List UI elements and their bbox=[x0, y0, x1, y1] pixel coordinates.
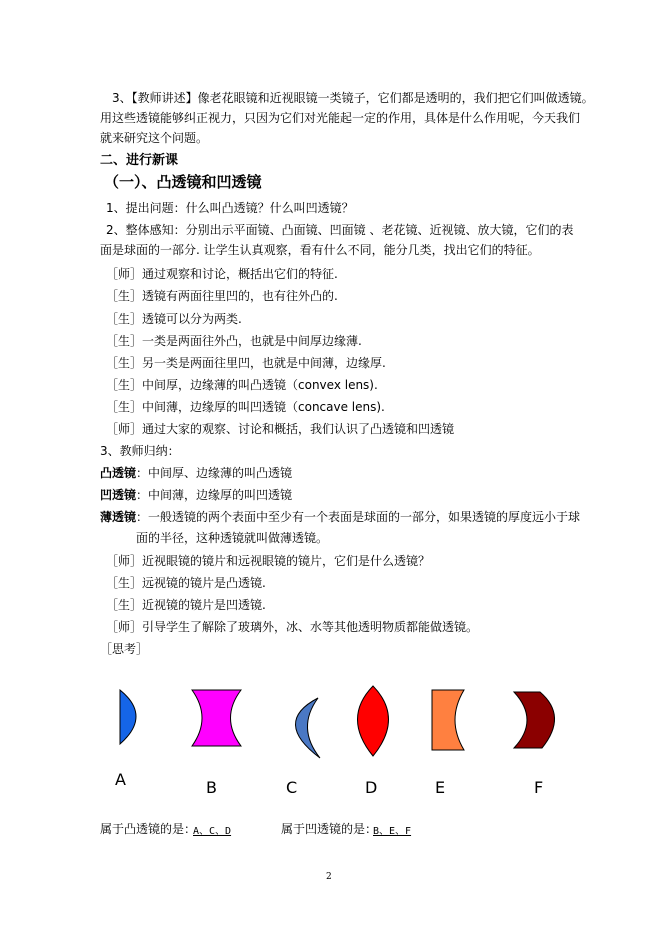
dialog-line: ［师］通过大家的观察、讨论和概括，我们认识了凸透镜和凹透镜 bbox=[106, 422, 455, 436]
concave-answer: B、E、F bbox=[373, 826, 412, 837]
question-2-cont: 面是球面的一部分. 让学生认真观察，看有什么不同，能分几类，找出它们的特征。 bbox=[100, 243, 540, 257]
question-2: 2、整体感知：分别出示平面镜、凸面镜、凹面镜 、老花镜、近视镜、放大镜，它们的表 bbox=[106, 223, 574, 237]
concave-answer-label: 属于凹透镜的是： bbox=[281, 822, 378, 836]
thin-lens-definition-cont: 面的半径，这种透镜就叫做薄透镜。 bbox=[136, 531, 329, 545]
thin-term: 薄透镜 bbox=[100, 510, 137, 524]
dialog-line: ［师］近视眼镜的镜片和远视眼镜的镜片，它们是什么透镜？ bbox=[106, 554, 431, 568]
lens-d-shape bbox=[358, 686, 389, 756]
lens-e-shape bbox=[432, 690, 464, 750]
lens-label-a: A bbox=[115, 770, 126, 789]
dialog-line: ［生］一类是两面往外凸，也就是中间厚边缘薄. bbox=[106, 334, 362, 348]
lens-label-b: B bbox=[206, 778, 217, 797]
think-label: ［思考］ bbox=[100, 642, 149, 656]
convex-term: 凸透镜 bbox=[100, 466, 137, 480]
dialog-line: ［生］中间厚，边缘薄的叫凸透镜（convex lens). bbox=[106, 378, 378, 392]
thin-def: ：一般透镜的两个表面中至少有一个表面是球面的一部分，如果透镜的厚度远小于球 bbox=[136, 510, 581, 524]
lens-label-e: E bbox=[435, 778, 446, 797]
dialog-line: ［师］引导学生了解除了玻璃外，冰、水等其他透明物质都能做透镜。 bbox=[106, 620, 479, 634]
convex-def: ：中间厚、边缘薄的叫凸透镜 bbox=[136, 466, 293, 480]
lens-label-f: F bbox=[534, 778, 544, 797]
lens-label-c: C bbox=[286, 778, 298, 797]
subsection-heading: （一）、凸透镜和凹透镜 bbox=[104, 173, 262, 191]
summary-title: 3、教师归纳： bbox=[100, 444, 180, 458]
lens-label-d: D bbox=[365, 778, 378, 797]
dialog-line: ［师］通过观察和讨论，概括出它们的特征. bbox=[106, 267, 338, 281]
dialog-line: ［生］透镜可以分为两类. bbox=[106, 312, 242, 326]
lens-f-shape bbox=[514, 692, 555, 748]
dialog-line: ［生］远视镜的镜片是凸透镜. bbox=[106, 576, 266, 590]
lens-b-shape bbox=[192, 690, 241, 746]
dialog-line: ［生］透镜有两面往里凹的，也有往外凸的. bbox=[106, 289, 338, 303]
page-number: 2 bbox=[326, 872, 332, 882]
dialog-line: ［生］中间薄，边缘厚的叫凹透镜（concave lens). bbox=[106, 400, 385, 414]
lens-a-shape bbox=[120, 690, 136, 744]
concave-def: ：中间薄，边缘厚的叫凹透镜 bbox=[136, 488, 293, 502]
dialog-line: ［生］另一类是两面往里凹，也就是中间薄，边缘厚. bbox=[106, 356, 386, 370]
convex-answer-label: 属于凸透镜的是： bbox=[100, 822, 197, 836]
question-1: 1、提出问题：什么叫凸透镜？什么叫凹透镜？ bbox=[106, 201, 354, 215]
concave-term: 凹透镜 bbox=[100, 488, 137, 502]
text-line: 用这些透镜能够纠正视力，只因为它们对光能起一定的作用，具体是什么作用呢，今天我们 bbox=[100, 111, 581, 125]
lens-c-shape bbox=[295, 698, 320, 758]
text-line: 3、【教师讲述】像老花眼镜和近视眼镜一类镜子，它们都是透明的，我们把它们叫做透镜。 bbox=[112, 91, 594, 105]
section-heading: 二、进行新课 bbox=[100, 153, 179, 168]
text-line: 就来研究这个问题。 bbox=[100, 131, 209, 145]
convex-answer: A、C、D bbox=[193, 826, 232, 837]
dialog-line: ［生］近视镜的镜片是凹透镜. bbox=[106, 598, 266, 612]
